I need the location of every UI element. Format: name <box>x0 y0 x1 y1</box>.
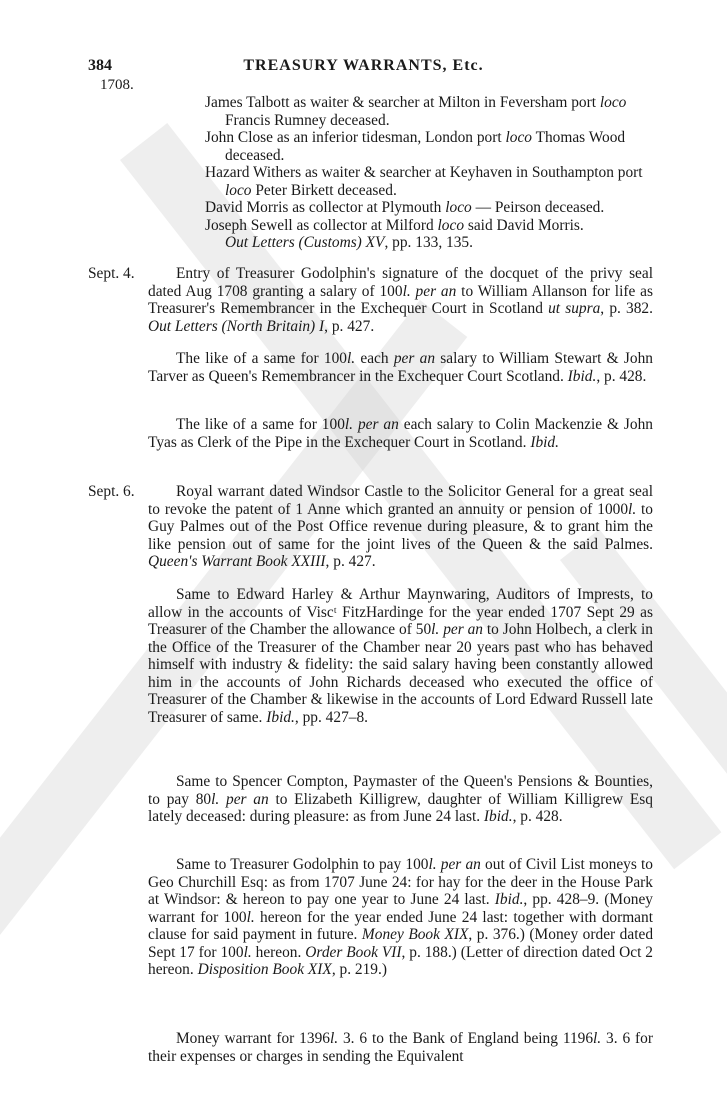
list-item: James Talbott as waiter & searcher at Milton in Feversham port loco Francis Rumney deceased. <box>205 94 627 129</box>
entry-paragraph: The like of a same for 100l. per an each salary to Colin Mackenzie & John Tyas as Clerk of the Pipe in the Exchequer Court in Scotland. Ibid. <box>148 416 653 451</box>
entry-paragraph: Same to Treasurer Godolphin to pay 100l. per an out of Civil List moneys to Geo Churchill Esq: as from 1707 June 24: for hay for the deer in the House Park at Windsor: & hereon to pay one year to June 24 last. Ibid., pp. 428–9. (Money warrant for 100l. hereon for the year ended June 24 last: together with dormant clause for said payment in future. Money Book XIX, p. 376.) (Money order dated Sept 17 for 100l. hereon. Order Book VII, p. 188.) (Letter of direction dated Oct 2 hereon. Disposition Book XIX, p. 219.) <box>148 856 654 978</box>
page-header <box>0 57 727 77</box>
entry-paragraph: Same to Edward Harley & Arthur Maynwaring, Auditors of Imprests, to allow in the accounts of Viscᵗ FitzHardinge for the year ended 1707 Sept 29 as Treasurer of the Chamber the allowance of 50l. per an to John Holbech, a clerk in the Office of the Treasurer of the Chamber near 20 years past who has behaved himself with industry & fidelity: the said salary having been constantly allowed him in the accounts of John Richards deceased who executed the office of Treasurer of the Chamber & likewise in the accounts of Lord Edward Russell late Treasurer of same. Ibid., pp. 427–8. <box>148 586 653 726</box>
page-number: 384 <box>88 57 112 74</box>
running-title: TREASURY WARRANTS, Etc. <box>243 57 484 74</box>
list-item: John Close as an inferior tidesman, London port loco Thomas Wood deceased. <box>205 129 626 164</box>
entry-date: Sept. 4. <box>88 265 135 282</box>
list-citation: Out Letters (Customs) XV, pp. 133, 135. <box>225 234 473 251</box>
appointments-list <box>205 94 653 252</box>
list-item: Hazard Withers as waiter & searcher at Keyhaven in Southampton port loco Peter Birkett deceased. <box>205 164 643 199</box>
entry-paragraph: Money warrant for 1396l. 3. 6 to the Bank of England being 1196l. 3. 6 for their expenses or charges in sending the Equivalent <box>148 1030 653 1065</box>
entry-date: Sept. 6. <box>88 483 135 500</box>
entry-paragraph: Same to Spencer Compton, Paymaster of the Queen's Pensions & Bounties, to pay 80l. per an to Elizabeth Killigrew, daughter of William Killigrew Esq lately deceased: during pleasure: as from June 24 last. Ibid., p. 428. <box>148 773 653 825</box>
list-item: Joseph Sewell as collector at Milford loco said David Morris. <box>205 216 584 234</box>
entry-paragraph: Entry of Treasurer Godolphin's signature of the docquet of the privy seal dated Aug 1708 granting a salary of 100l. per an to William Allanson for life as Treasurer's Remembrancer in the Exchequer Court in Scotland ut supra, p. 382. Out Letters (North Britain) I, p. 427. <box>148 265 653 335</box>
entry-paragraph: The like of a same for 100l. each per an salary to William Stewart & John Tarver as Queen's Remembrancer in the Exchequer Court Scotland. Ibid., p. 428. <box>148 350 653 385</box>
margin-year: 1708. <box>100 77 134 93</box>
entry-paragraph: Royal warrant dated Windsor Castle to the Solicitor General for a great seal to revoke the patent of 1 Anne which granted an annuity or pension of 1000l. to Guy Palmes out of the Post Office revenue during pleasure, & to grant him the like pension out of same for the joint lives of the Queen & the said Palmes. Queen's Warrant Book XXIII, p. 427. <box>148 483 654 570</box>
list-item: David Morris as collector at Plymouth loco — Peirson deceased. <box>205 199 605 216</box>
